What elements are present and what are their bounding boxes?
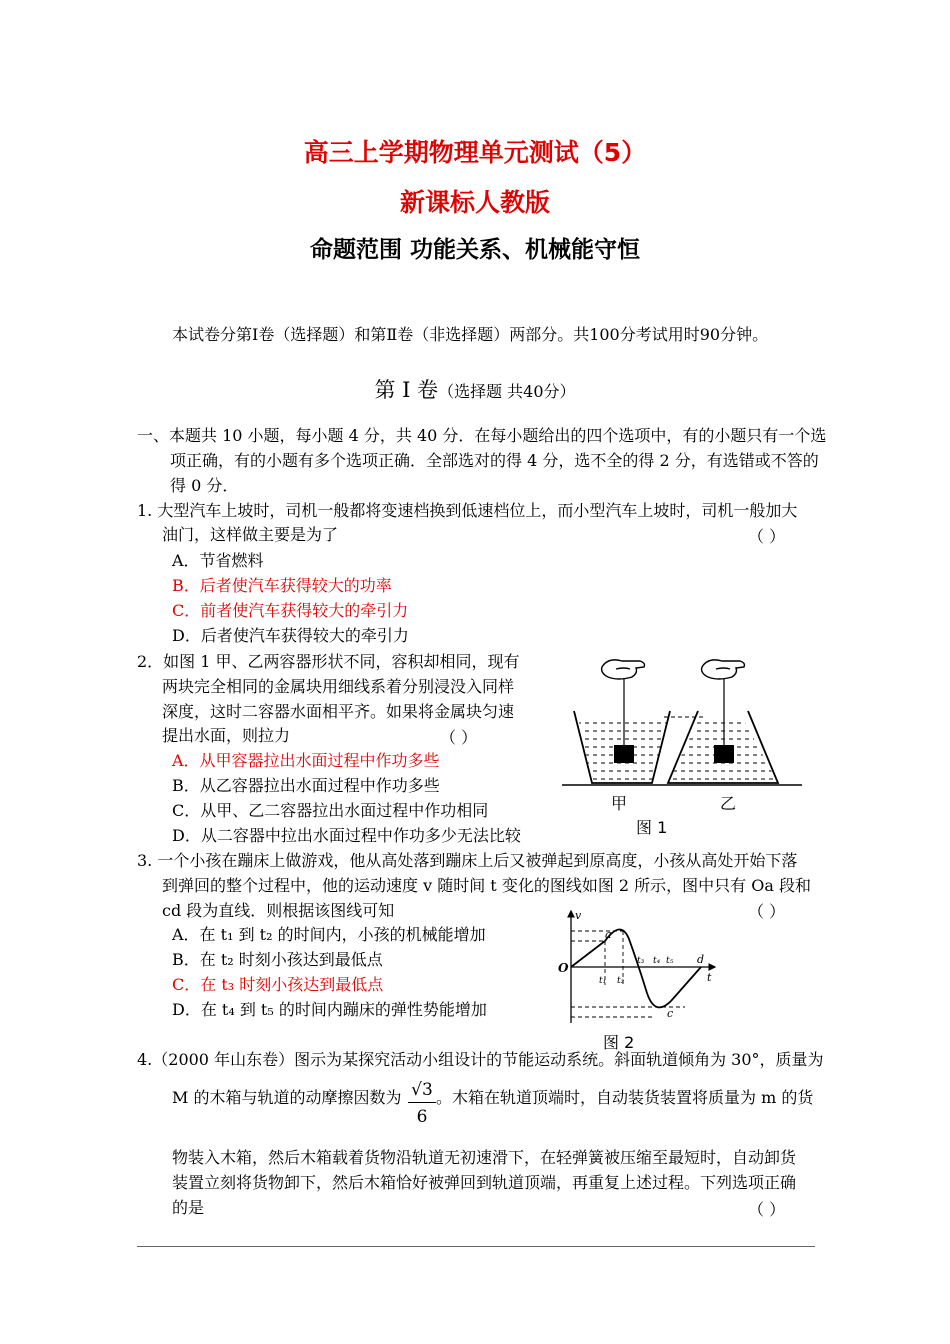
q4-stem-line1: 4.（2000 年山东卷）图示为某探究活动小组设计的节能运动系统。斜面轨道倾角为 30°，质量为 (137, 1050, 824, 1069)
label-t2: t₂ (617, 976, 625, 986)
q2-option-c: C．从甲、乙二容器拉出水面过程中作功相同 (172, 801, 489, 820)
figure-2-caption: 图 2 (603, 1033, 635, 1052)
vt-curve (571, 929, 701, 1007)
section-heading (0, 374, 950, 404)
section-heading-main: 第 Ⅰ 卷 (374, 378, 439, 402)
part1-line1: 一、本题共 10 小题，每小题 4 分，共 40 分．在每小题给出的四个选项中，有的小题只有一个选 (137, 426, 827, 445)
figure-2-vt-graph (555, 905, 725, 1030)
q3-answer-blank: （ ） (748, 902, 786, 921)
q4-stem-line2b: 。木箱在轨道顶端时，自动装货装置将质量为 m 的货 (436, 1088, 814, 1107)
q4-stem-line3: 物装入木箱，然后木箱载着货物沿轨道无初速滑下，在轻弹簧被压缩至最短时，自动卸货 (172, 1148, 797, 1167)
figure-1-caption: 图 1 (636, 818, 668, 837)
label-t5: t₅ (666, 956, 674, 966)
label-t: t (707, 971, 712, 984)
q3-option-c: C．在 t₃ 时刻小孩达到最低点 (172, 975, 384, 994)
friction-fraction (408, 1080, 436, 1127)
q1-stem-line1: 1. 大型汽车上坡时，司机一般都将变速档换到低速档位上，而小型汽车上坡时，司机一般加大 (137, 501, 798, 520)
hand-icon-left (602, 660, 645, 679)
q3-stem-line3: cd 段为直线．则根据该图线可知 (162, 901, 395, 920)
label-t4: t₄ (653, 956, 661, 966)
scope-subtitle: 命题范围 功能关系、机械能守恒 (309, 237, 640, 263)
fraction-numerator: √3 (408, 1080, 436, 1103)
q3-option-d: D．在 t₄ 到 t₅ 的时间内蹦床的弹性势能增加 (172, 1000, 487, 1019)
footer-divider (137, 1246, 815, 1247)
exam-intro: 本试卷分第Ⅰ卷（选择题）和第Ⅱ卷（非选择题）两部分。共100分考试用时90分钟。 (172, 325, 769, 344)
label-d: d (697, 953, 705, 966)
section-heading-note: （选择题 共40分） (438, 382, 576, 401)
q2-answer-blank: （ ） (440, 728, 478, 747)
edition-subtitle: 新课标人教版 (399, 188, 550, 217)
label-origin: O (558, 961, 569, 975)
q1-answer-blank: （ ） (748, 527, 786, 546)
fraction-denominator: 6 (416, 1107, 428, 1127)
q3-option-b: B．在 t₂ 时刻小孩达到最低点 (172, 950, 383, 969)
figure-1-label-jia: 甲 (611, 794, 628, 813)
q3-stem-line1: 3. 一个小孩在蹦床上做游戏，他从高处落到蹦床上后又被弹起到原高度，小孩从高处开始下落 (137, 851, 798, 870)
q4-stem-line4: 装置立刻将货物卸下，然后木箱恰好被弹回到轨道顶端，再重复上述过程。下列选项正确 (172, 1173, 797, 1192)
part1-line2: 项正确，有的小题有多个选项正确．全部选对的得 4 分，选不全的得 2 分，有选错或不答的 (170, 451, 819, 470)
label-t1: t₁ (599, 976, 607, 986)
q2-stem-line3: 深度，这时二容器水面相平齐。如果将金属块匀速 (162, 702, 515, 721)
q2-stem-line1: 2．如图 1 甲、乙两容器形状不同，容积却相同，现有 (137, 652, 520, 671)
q2-option-d: D．从二容器中拉出水面过程中作功多少无法比较 (172, 826, 521, 845)
label-t3: t₃ (637, 956, 645, 966)
q4-answer-blank: （ ） (748, 1200, 786, 1219)
q1-option-b: B．后者使汽车获得较大的功率 (172, 576, 392, 595)
q2-stem-line2: 两块完全相同的金属块用细线系着分别浸没入同样 (162, 677, 515, 696)
label-a: a (605, 928, 612, 941)
hand-icon-right (702, 660, 745, 679)
label-c: c (667, 1007, 674, 1020)
q2-stem-line4: 提出水面，则拉力 (162, 726, 291, 745)
q2-option-b: B．从乙容器拉出水面过程中作功多些 (172, 776, 440, 795)
label-v: v (575, 909, 582, 922)
q3-stem-line2: 到弹回的整个过程中，他的运动速度 v 随时间 t 变化的图线如图 2 所示，图中只有 Oa 段和 (162, 876, 811, 895)
q2-option-a: A．从甲容器拉出水面过程中作功多些 (172, 751, 440, 770)
q1-option-c: C．前者使汽车获得较大的牵引力 (172, 601, 409, 620)
metal-block-jia (614, 745, 634, 763)
metal-block-yi (714, 745, 734, 763)
page-title: 高三上学期物理单元测试（5） (303, 138, 647, 167)
q4-stem-line2a: M 的木箱与轨道的动摩擦因数为 (172, 1088, 402, 1107)
figure-1-label-yi: 乙 (720, 794, 737, 813)
q4-stem-line5: 的是 (172, 1198, 205, 1217)
part1-line3: 得 0 分． (170, 476, 239, 495)
q1-stem-line2: 油门，这样做主要是为了 (162, 525, 339, 544)
figure-1-containers (560, 655, 805, 800)
q3-option-a: A．在 t₁ 到 t₂ 的时间内，小孩的机械能增加 (172, 925, 486, 944)
q1-option-d: D．后者使汽车获得较大的牵引力 (172, 626, 409, 645)
q1-option-a: A．节省燃料 (172, 551, 264, 570)
